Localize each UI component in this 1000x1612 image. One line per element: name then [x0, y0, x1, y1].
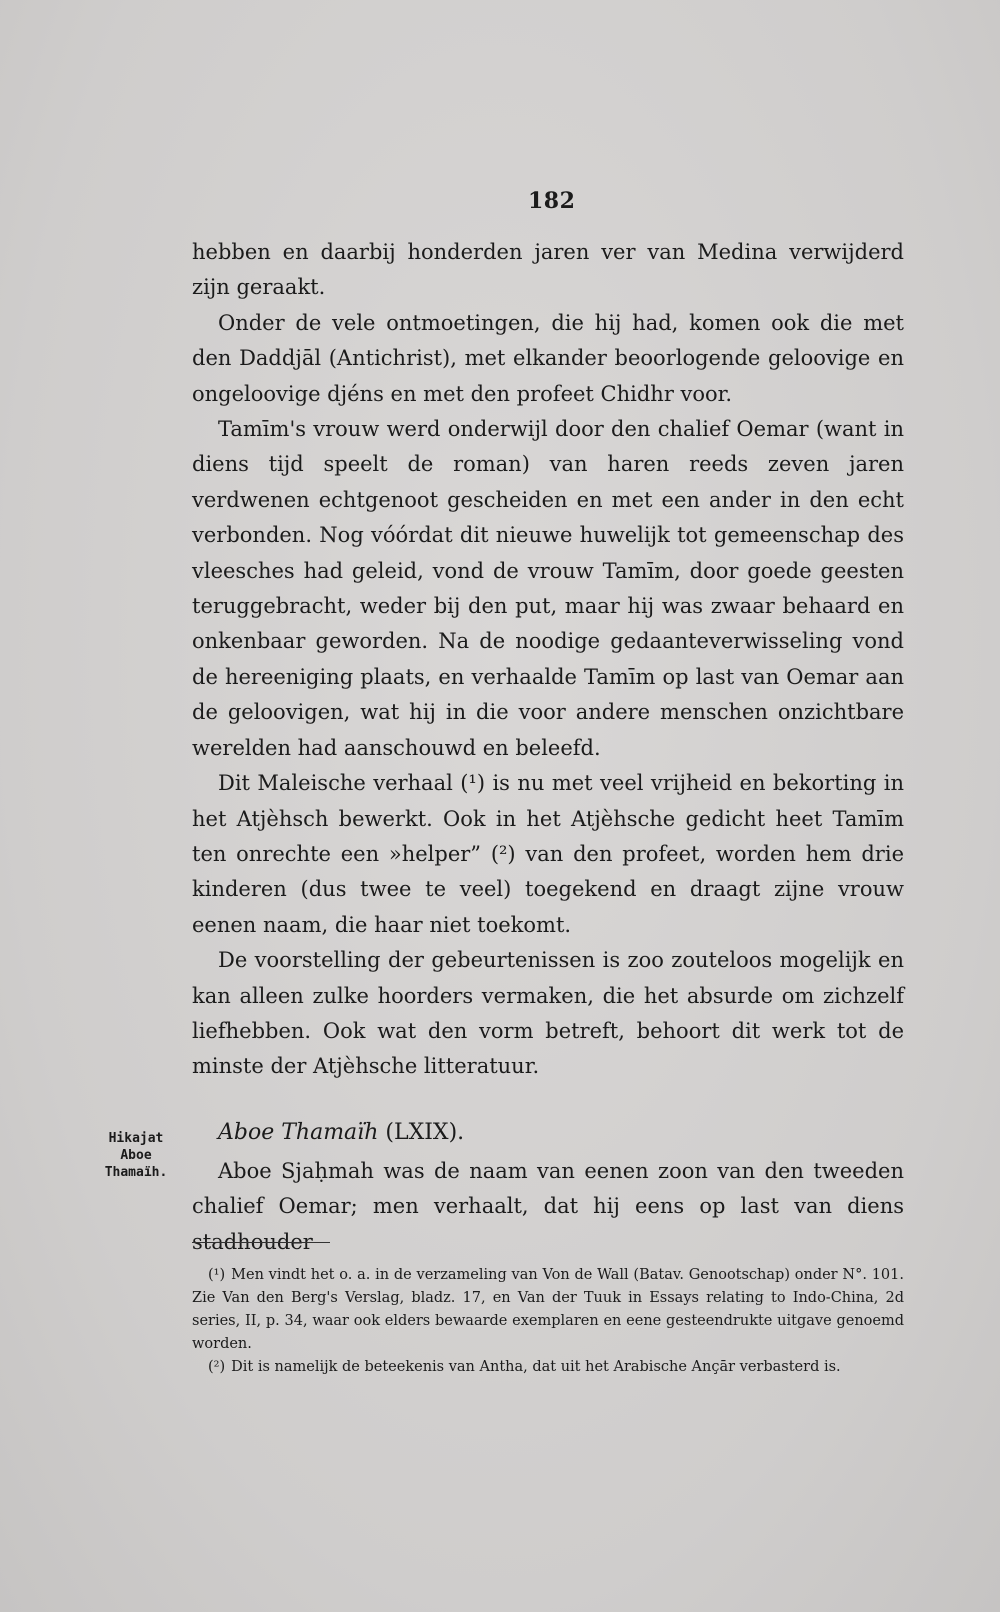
paragraph: De voorstelling der gebeurtenissen is zoo zouteloos mogelijk en kan alleen zulke hoorders vermaken, die het absurde om zichzelf liefhebben. Ook wat den vorm betreft, behoort dit werk tot de minste der Atjèhsche litteratuur. — [192, 948, 904, 1079]
paragraph: hebben en daarbij honderden jaren ver van Medina verwijderd zijn geraakt. — [192, 240, 904, 300]
footnote-marker: (¹) — [208, 1267, 226, 1283]
section-number: (LXIX). — [385, 1120, 465, 1145]
margin-note-line: Aboe — [120, 1148, 152, 1163]
footnote-text: Dit is namelijk de beteekenis van Antha, dat uit het Arabische Ançār verbasterd is. — [231, 1359, 841, 1375]
margin-note-line: Hikajat — [108, 1131, 164, 1146]
section-title: Aboe Thamaïh — [218, 1120, 379, 1145]
footnote-marker: (²) — [208, 1359, 226, 1375]
page-number: 182 — [528, 188, 576, 214]
footnote-separator — [192, 1242, 330, 1243]
main-text — [192, 235, 904, 1085]
margin-note-line: Thamaïh. — [104, 1165, 168, 1180]
footnote — [192, 1356, 904, 1379]
paragraph: Aboe Sjaḥmah was de naam van eenen zoon van den tweeden chalief Oemar; men verhaalt, dat hij eens op last van diens stadhouder — [192, 1159, 904, 1254]
footnote — [192, 1264, 904, 1356]
paragraph: Dit Maleische verhaal (¹) is nu met veel vrijheid en bekorting in het Atjèhsch bewerkt. Ook in het Atjèhsche gedicht heet Tamīm ten onrechte een »helper” (²) van den profeet, worden hem drie kinderen (dus twee te veel) toegekend en draagt zijne vrouw eenen naam, die haar niet toekomt. — [192, 771, 904, 937]
margin-note — [96, 1130, 176, 1181]
footnotes — [192, 1264, 904, 1379]
footnote-text: Men vindt het o. a. in de verzameling van Von de Wall (Batav. Genootschap) onder N°. 101. Zie Van den Berg's Verslag, bladz. 17, en Van der Tuuk in Essays relating to Indo-China, 2d series, II, p. 34, waar ook elders bewaarde exemplaren en eene gesteendrukte uitgave genoemd worden. — [192, 1267, 904, 1352]
paragraph: Onder de vele ontmoetingen, die hij had, komen ook die met den Daddjāl (Antichrist), met elkander beoorlogende geloovige en ongeloovige djéns en met den profeet Chidhr voor. — [192, 310, 904, 406]
paragraph: Tamīm's vrouw werd onderwijl door den chalief Oemar (want in diens tijd speelt de roman) van haren reeds zeven jaren verdwenen echtgenoot gescheiden en met een ander in den echt verbonden. Nog vóórdat dit nieuwe huwelijk tot gemeenschap des vleesches had geleid, vond de vrouw Tamīm, door goede geesten teruggebracht, weder bij den put, maar hij was zwaar behaard en onkenbaar geworden. Na de noodige gedaanteverwisseling vond de hereeniging plaats, en verhaalde Tamīm op last van Oemar aan de geloovigen, wat hij in die voor andere menschen onzichtbare werelden had aanschouwd en beleefd. — [192, 417, 904, 760]
section-text — [192, 1154, 904, 1260]
section-heading — [218, 1120, 464, 1145]
